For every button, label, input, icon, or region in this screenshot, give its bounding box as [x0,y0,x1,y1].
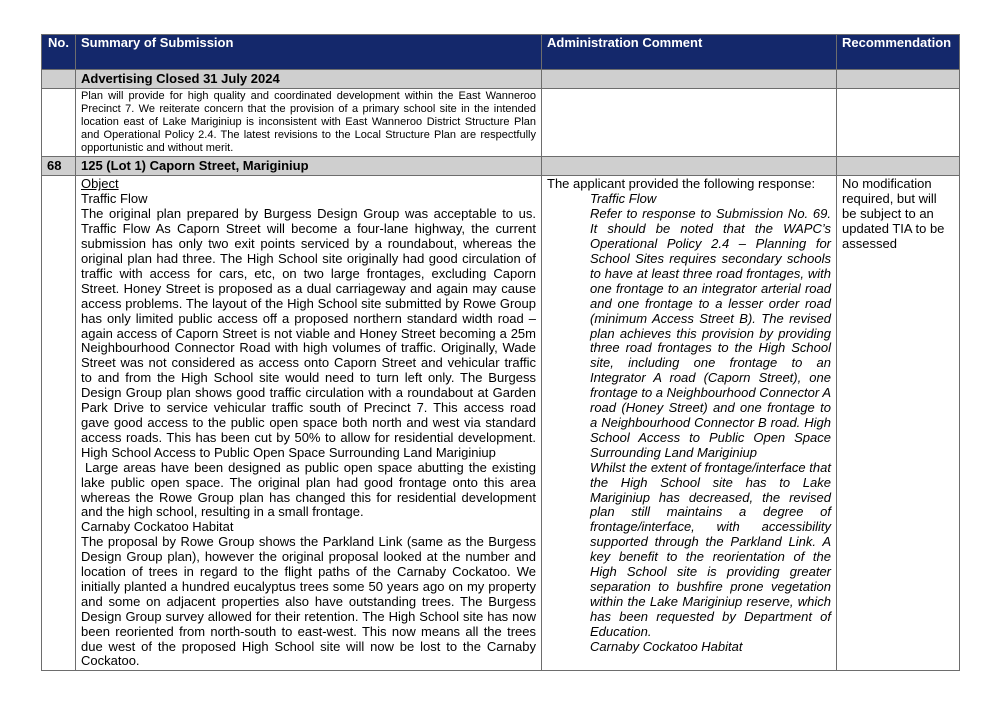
summary-stance: Object [81,176,119,192]
continuation-no-cell [42,89,76,157]
band-empty-cell [42,70,76,89]
header-recommendation: Recommendation [837,35,960,70]
continuation-summary-text: Plan will provide for high quality and coordinated development within the East Wanneroo Precinct 7. We reiterate concern that the provision of a primary school site in the intended location east of Lake Mariginiup is inconsistent with East Wanneroo District Structure Plan and Operational Policy 2.4. The latest revisions to the Local Structure Plan are respectfully opportunistic and without merit. [76,89,542,157]
band-empty-cell [542,157,837,176]
admin-heading-traffic: Traffic Flow [590,191,657,207]
admin-paragraph-2: Whilst the extent of frontage/interface that the High School site has to Lake Mariginiup has decreased, the revised plan still maintains a degree of frontage/interface, with accessibility supported through the Parkland Link. A key benefit to the reorientation of the High School site is providing greater separation to bushfire prone vegetation within the Lake Mariginiup reserve, which has been requested by Department of Education. [590,459,831,639]
header-admin-comment: Administration Comment [542,35,837,70]
submissions-table [41,34,960,671]
submission-header-row [42,157,960,176]
admin-intro: The applicant provided the following response: [547,176,816,192]
table-header-row [42,35,960,70]
band-empty-cell [837,157,960,176]
admin-response-block [547,192,831,654]
band-empty-cell [542,70,837,89]
detail-no-cell [42,176,76,671]
summary-paragraph-2: Large areas have been designed as public open space abutting the existing lake public open space. The original plan had good frontage onto this area whereas the Rowe Group plan has changed this for residential development and the high school, resulting in a small frontage. [81,459,536,520]
header-no: No. [42,35,76,70]
summary-paragraph-3: The proposal by Rowe Group shows the Parkland Link (same as the Burgess Design Group plan), however the original proposal looked at the number and location of trees in regard to the flight paths of the Carnaby Cockatoo. We initially planted a hundred eucalyptus trees some 50 years ago on my property and some on adjacent properties also have outstanding trees. The Burgess Design Group survey allowed for their retention. The High School site has now been reoriented from north-south to east-west. This now means all the trees due west of the proposed High School site will now be lost to the Carnaby Cockatoo. [81,534,536,669]
admin-comment-cell [542,176,837,671]
summary-heading-cockatoo: Carnaby Cockatoo Habitat [81,519,234,535]
summary-heading-traffic: Traffic Flow [81,191,148,207]
summary-cell [76,176,542,671]
recommendation-cell: No modification required, but will be subject to an updated TIA to be assessed [837,176,960,671]
submission-detail-row [42,176,960,671]
section-band-label: Advertising Closed 31 July 2024 [76,70,542,89]
submission-address: 125 (Lot 1) Caporn Street, Mariginiup [76,157,542,176]
band-empty-cell [837,70,960,89]
admin-heading-cockatoo: Carnaby Cockatoo Habitat [590,638,743,654]
admin-paragraph-1: Refer to response to Submission No. 69. It should be noted that the WAPC’s Operational Policy 2.4 – Planning for School Sites requires secondary schools to have at least three road frontages, with one frontage to an integrator arterial road and one frontage to a lesser order road (minimum Access Street B). The revised plan achieves this provision by providing three road frontages to the High School site, including one frontage to an Integrator A road (Caporn Street), one frontage to a Neighbourhood Connector A road (Honey Street) and one frontage to a Neighbourhood Connector B road. High School Access to Public Open Space Surrounding Land Mariginiup [590,206,831,460]
continuation-admin-cell [542,89,837,157]
continuation-rec-cell [837,89,960,157]
submission-number: 68 [42,157,76,176]
continuation-row [42,89,960,157]
header-summary: Summary of Submission [76,35,542,70]
section-band-row [42,70,960,89]
summary-paragraph-1: The original plan prepared by Burgess Design Group was acceptable to us. Traffic Flow As Caporn Street will become a four-lane highway, the current submission has only two exit points serviced by a roundabout, whereas the original plan had three. The High School site originally had good circulation of traffic with access for cars, etc, on two large frontages, excluding Caporn Street. Honey Street is proposed as a dual carriageway and again may cause access problems. The layout of the High School site submitted by Rowe Group has only limited public access off a proposed northern standard width road – again access of Caporn Street is not viable and Honey Street becoming a 25m Neighbourhood Connector Road with high volumes of traffic. Originally, Wade Street was not considered as access onto Caporn Street and vehicular traffic to and from the High School site would need to turn left only. The Burgess Design Group plan shows good traffic circulation with a roundabout at Garden Park Drive to service vehicular traffic south of Precinct 7. This access road gave good access to the public open space both north and west via standard access roads. This has been cut by 50% to allow for residential development. High School Access to Public Open Space Surrounding Land Mariginiup [81,206,536,460]
